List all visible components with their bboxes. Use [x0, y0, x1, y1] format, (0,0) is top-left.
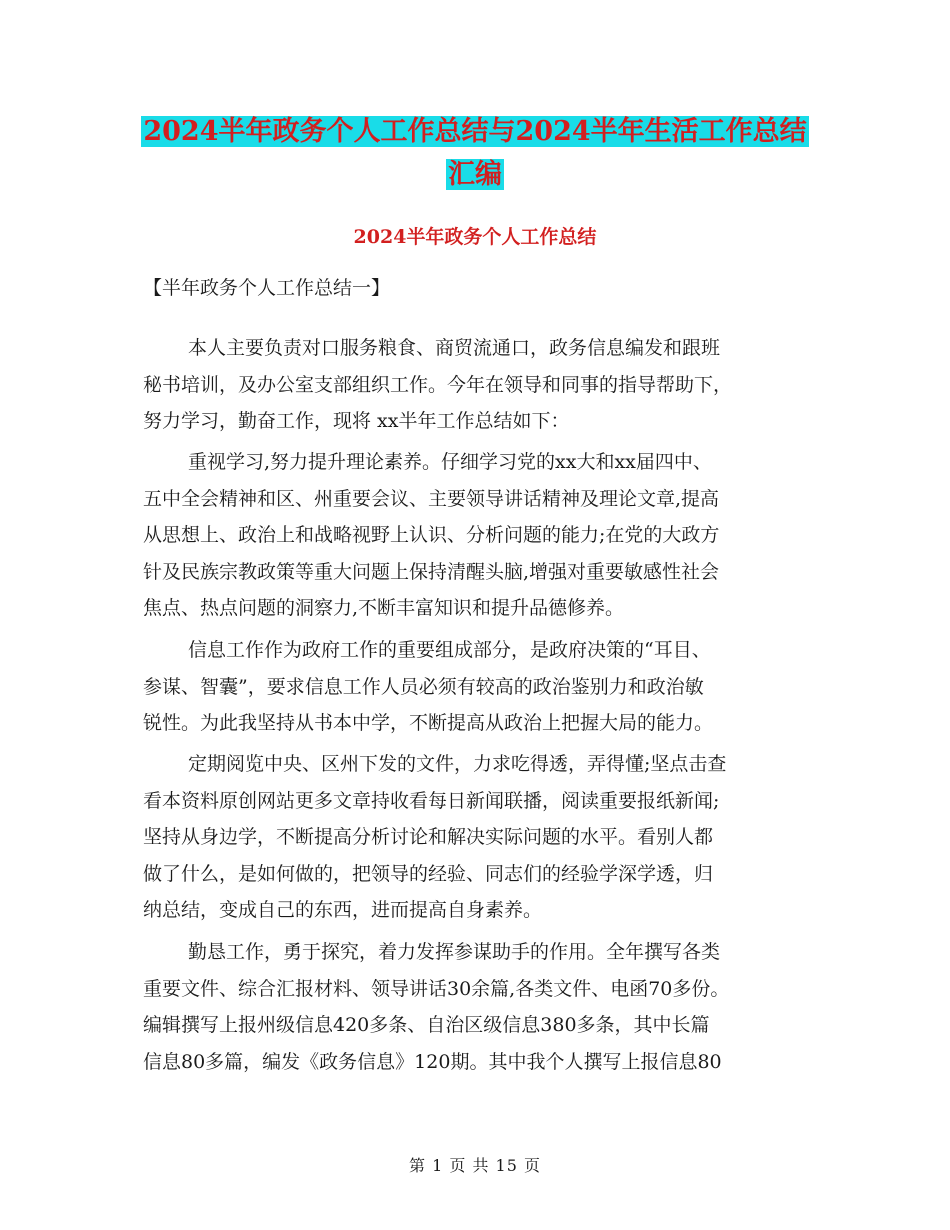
paragraph-line: 从思想上、政治上和战略视野上认识、分析问题的能力;在党的大政方 — [143, 524, 720, 546]
document-title-line-2 — [0, 155, 950, 195]
paragraph-line: 坚持从身边学，不断提高分析讨论和解决实际问题的水平。看别人都 — [143, 826, 714, 848]
paragraph-line: 信息工作作为政府工作的重要组成部分，是政府决策的“耳目、 — [188, 639, 711, 661]
title-highlight: 汇编 — [448, 159, 502, 190]
paragraph-line: 针及民族宗教政策等重大问题上保持清醒头脑,增强对重要敏感性社会 — [143, 560, 720, 583]
paragraph-line: 信息80多篇，编发《政务信息》120期。其中我个人撰写上报信息80 — [143, 1050, 722, 1073]
page-footer: 第 1 页 共 15 页 — [409, 1156, 541, 1175]
paragraph-line: 勤恳工作，勇于探究，着力发挥参谋助手的作用。全年撰写各类 — [188, 941, 721, 963]
title-highlight: 2024半年政务个人工作总结与2024半年生活工作总结 — [143, 116, 807, 147]
paragraph-line: 看本资料原创网站更多文章持收看每日新闻联播，阅读重要报纸新闻; — [143, 789, 720, 812]
document-title-line-1 — [0, 112, 950, 152]
paragraph-line: 纳总结，变成自己的东西，进而提高自身素养。 — [143, 899, 543, 921]
paragraph-line: 秘书培训，及办公室支部组织工作。今年在领导和同事的指导帮助下， — [143, 373, 733, 396]
paragraph-line: 重要文件、综合汇报材料、领导讲话30余篇,各类文件、电函70多份。 — [143, 977, 730, 1000]
paragraph-line: 【半年政务个人工作总结一】 — [143, 277, 391, 299]
paragraph-line: 定期阅览中央、区州下发的文件，力求吃得透，弄得懂;坚点击查 — [188, 753, 727, 775]
paragraph-line: 努力学习，勤奋工作，现将 xx半年工作总结如下： — [143, 410, 570, 432]
paragraph-line: 做了什么，是如何做的，把领导的经验、同志们的经验学深学透，归 — [143, 862, 714, 885]
paragraph-line: 编辑撰写上报州级信息420多条、自治区级信息380多条，其中长篇 — [143, 1014, 710, 1036]
paragraph-line: 锐性。为此我坚持从书本中学，不断提高从政治上把握大局的能力。 — [143, 712, 714, 734]
paragraph-line: 焦点、热点问题的洞察力,不断丰富知识和提升品德修养。 — [143, 597, 625, 619]
paragraph-line: 参谋、智囊”，要求信息工作人员必须有较高的政治鉴别力和政治敏 — [143, 675, 704, 698]
paragraph-line: 重视学习,努力提升理论素养。仔细学习党的xx大和xx届四中、 — [188, 451, 712, 473]
section-heading: 2024半年政务个人工作总结 — [353, 226, 597, 248]
paragraph-line: 五中全会精神和区、州重要会议、主要领导讲话精神及理论文章,提高 — [143, 487, 720, 510]
paragraph-line: 本人主要负责对口服务粮食、商贸流通口，政务信息编发和跟班 — [188, 337, 721, 359]
